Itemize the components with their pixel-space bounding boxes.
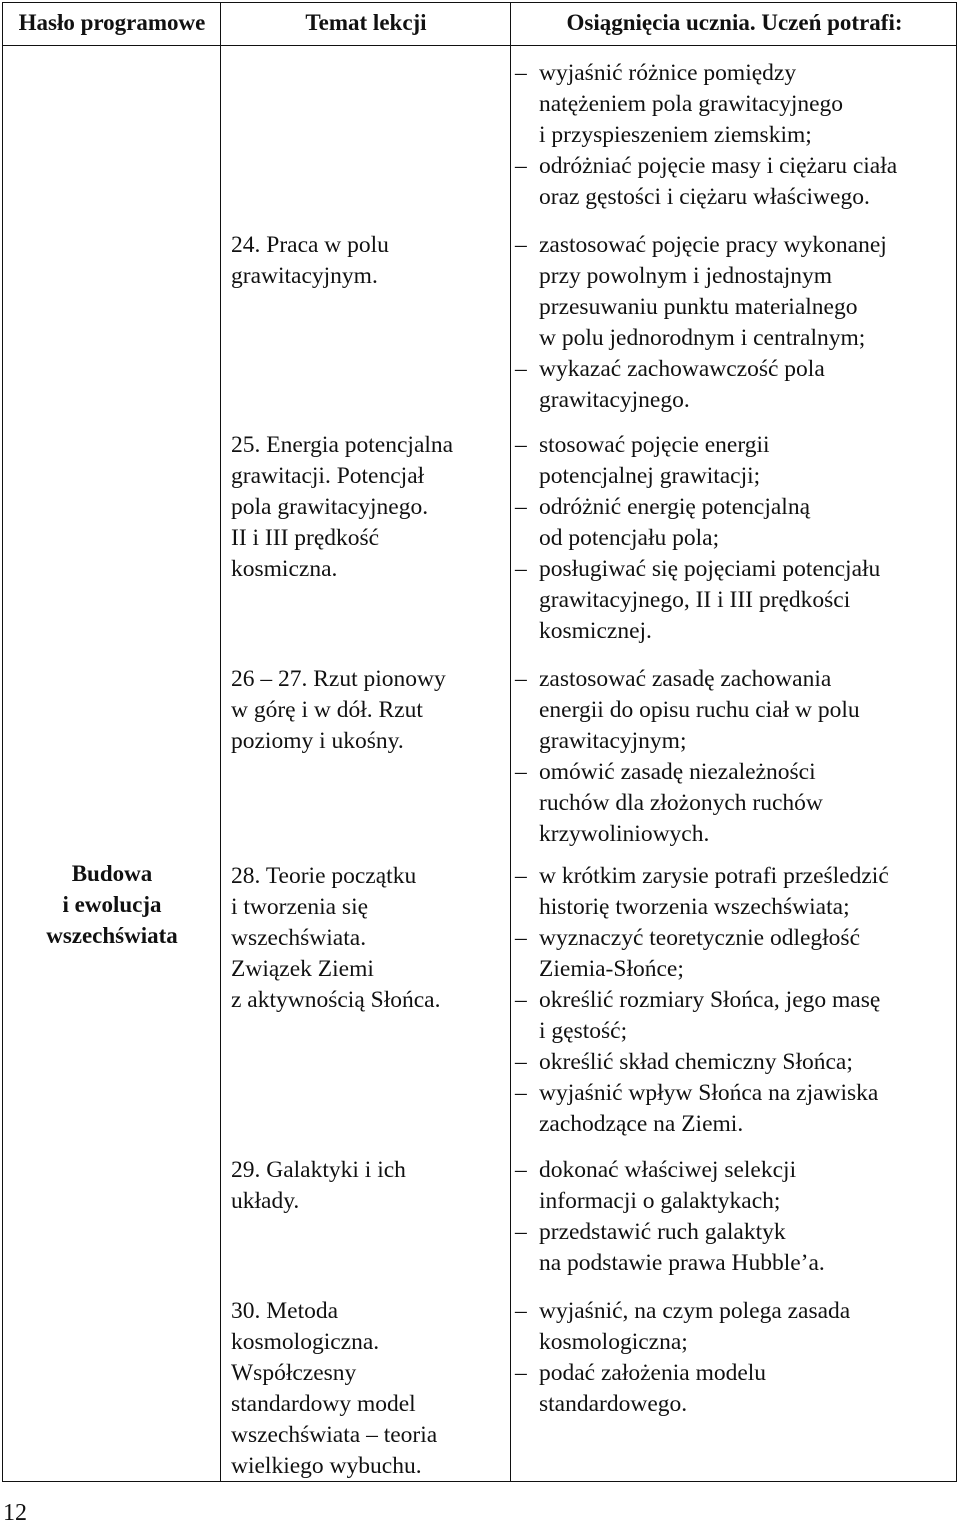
achievements-cell [515, 230, 955, 416]
achievement-line: zastosować zasadę zachowania [539, 666, 832, 692]
achievement-item [515, 554, 955, 647]
table-header [3, 3, 956, 46]
topic-line: grawitacji. Potencjał [231, 463, 425, 489]
topic-line: układy. [231, 1188, 300, 1214]
dash-bullet: – [515, 1080, 527, 1106]
dash-bullet: – [515, 1049, 527, 1075]
curriculum-table [2, 2, 957, 1482]
achievement-line: zastosować pojęcie pracy wykonanej [539, 232, 887, 258]
achievement-line: przesuwaniu punktu materialnego [539, 294, 858, 320]
achievement-line: w krótkim zarysie potrafi prześledzić [539, 863, 889, 889]
achievement-line: krzywoliniowych. [539, 821, 710, 847]
achievement-line: podać założenia modelu [539, 1360, 767, 1386]
dash-bullet: – [515, 987, 527, 1013]
topic-line: kosmiczna. [231, 556, 338, 582]
achievement-line: w polu jednorodnym i centralnym; [539, 325, 866, 351]
topic-line: 28. Teorie początku [231, 863, 417, 889]
achievement-line: wyjaśnić wpływ Słońca na zjawiska [539, 1080, 879, 1106]
dash-bullet: – [515, 60, 527, 86]
achievement-line: kosmicznej. [539, 618, 652, 644]
achievements-cell [515, 664, 955, 850]
achievement-line: przy powolnym i jednostajnym [539, 263, 833, 289]
achievement-item [515, 1078, 955, 1140]
achievement-item [515, 861, 955, 923]
topic-line: kosmologiczna. [231, 1329, 380, 1355]
achievement-item [515, 664, 955, 757]
dash-bullet: – [515, 556, 527, 582]
topic-line: wszechświata – teoria [231, 1422, 438, 1448]
achievement-line: stosować pojęcie energii [539, 432, 770, 458]
achievement-line: wyjaśnić, na czym polega zasada [539, 1298, 851, 1324]
achievement-line: odróżniać pojęcie masy i ciężaru ciała [539, 153, 898, 179]
achievements-cell [515, 430, 955, 647]
column-divider [510, 3, 511, 1481]
lesson-topic-cell [231, 230, 506, 292]
achievement-item [515, 757, 955, 850]
page-number: 12 [3, 1500, 27, 1526]
dash-bullet: – [515, 232, 527, 258]
topic-line: wielkiego wybuchu. [231, 1453, 422, 1479]
achievement-line: określić skład chemiczny Słońca; [539, 1049, 853, 1075]
achievement-item [515, 492, 955, 554]
achievement-line: ruchów dla złożonych ruchów [539, 790, 823, 816]
dash-bullet: – [515, 1298, 527, 1324]
achievement-line: wykazać zachowawczość pola [539, 356, 825, 382]
header-lesson-topic: Temat lekcji [305, 10, 427, 35]
achievement-line: standardowego. [539, 1391, 688, 1417]
topic-line: z aktywnością Słońca. [231, 987, 441, 1013]
achievement-line: i przyspieszeniem ziemskim; [539, 122, 812, 148]
achievement-line: na podstawie prawa Hubble’a. [539, 1250, 825, 1276]
dash-bullet: – [515, 153, 527, 179]
achievement-item [515, 1155, 955, 1217]
program-theme-cell [3, 858, 221, 951]
header-program-theme: Hasło programowe [18, 10, 206, 35]
achievement-line: odróżnić energię potencjalną [539, 494, 810, 520]
achievement-item [515, 151, 955, 213]
achievement-line: Ziemia-Słońce; [539, 956, 684, 982]
theme-line: Budowa [71, 861, 153, 886]
theme-line: i ewolucja [62, 892, 162, 917]
achievement-line: przedstawić ruch galaktyk [539, 1219, 786, 1245]
topic-line: grawitacyjnym. [231, 263, 378, 289]
achievements-cell [515, 1155, 955, 1279]
achievement-line: omówić zasadę niezależności [539, 759, 816, 785]
achievement-line: posługiwać się pojęciami potencjału [539, 556, 881, 582]
column-divider [220, 3, 221, 1481]
topic-line: poziomy i ukośny. [231, 728, 404, 754]
achievements-cell [515, 1296, 955, 1420]
topic-line: Współczesny [231, 1360, 357, 1386]
dash-bullet: – [515, 863, 527, 889]
topic-line: wszechświata. [231, 925, 367, 951]
dash-bullet: – [515, 666, 527, 692]
achievement-line: grawitacyjnym; [539, 728, 687, 754]
dash-bullet: – [515, 494, 527, 520]
achievement-item [515, 354, 955, 416]
header-student-achievements: Osiągnięcia ucznia. Uczeń potrafi: [566, 10, 903, 35]
achievement-line: i gęstość; [539, 1018, 628, 1044]
achievement-item [515, 1217, 955, 1279]
topic-line: 25. Energia potencjalna [231, 432, 454, 458]
achievements-cell [515, 58, 955, 213]
dash-bullet: – [515, 432, 527, 458]
achievement-line: dokonać właściwej selekcji [539, 1157, 797, 1183]
dash-bullet: – [515, 1157, 527, 1183]
achievement-line: grawitacyjnego. [539, 387, 690, 413]
dash-bullet: – [515, 1219, 527, 1245]
topic-line: 26 – 27. Rzut pionowy [231, 666, 446, 692]
lesson-topic-cell [231, 430, 506, 585]
topic-line: i tworzenia się [231, 894, 369, 920]
topic-line: Związek Ziemi [231, 956, 374, 982]
achievement-item [515, 430, 955, 492]
lesson-topic-cell [231, 1296, 506, 1482]
dash-bullet: – [515, 1360, 527, 1386]
topic-line: II i III prędkość [231, 525, 380, 551]
topic-line: 30. Metoda [231, 1298, 339, 1324]
dash-bullet: – [515, 925, 527, 951]
topic-line: 24. Praca w polu [231, 232, 389, 258]
achievements-cell [515, 861, 955, 1140]
dash-bullet: – [515, 356, 527, 382]
achievement-line: natężeniem pola grawitacyjnego [539, 91, 844, 117]
achievement-item [515, 1047, 955, 1078]
lesson-topic-cell [231, 664, 506, 757]
achievement-item [515, 58, 955, 151]
lesson-topic-cell [231, 1155, 506, 1217]
achievement-line: oraz gęstości i ciężaru właściwego. [539, 184, 870, 210]
achievement-line: kosmologiczna; [539, 1329, 688, 1355]
lesson-topic-cell [231, 861, 506, 1016]
achievement-item [515, 985, 955, 1047]
achievement-item [515, 923, 955, 985]
topic-line: standardowy model [231, 1391, 416, 1417]
achievement-item [515, 230, 955, 354]
achievement-line: energii do opisu ruchu ciał w polu [539, 697, 860, 723]
topic-line: w górę i w dół. Rzut [231, 697, 423, 723]
achievement-line: zachodzące na Ziemi. [539, 1111, 744, 1137]
achievement-line: wyjaśnić różnice pomiędzy [539, 60, 797, 86]
achievement-line: od potencjału pola; [539, 525, 720, 551]
achievement-line: informacji o galaktykach; [539, 1188, 781, 1214]
achievement-line: historię tworzenia wszechświata; [539, 894, 850, 920]
achievement-line: grawitacyjnego, II i III prędkości [539, 587, 851, 613]
topic-line: pola grawitacyjnego. [231, 494, 429, 520]
topic-line: 29. Galaktyki i ich [231, 1157, 406, 1183]
achievement-item [515, 1296, 955, 1358]
achievement-line: wyznaczyć teoretycznie odległość [539, 925, 861, 951]
achievement-item [515, 1358, 955, 1420]
theme-line: wszechświata [46, 923, 178, 948]
achievement-line: potencjalnej grawitacji; [539, 463, 761, 489]
achievement-line: określić rozmiary Słońca, jego masę [539, 987, 881, 1013]
dash-bullet: – [515, 759, 527, 785]
